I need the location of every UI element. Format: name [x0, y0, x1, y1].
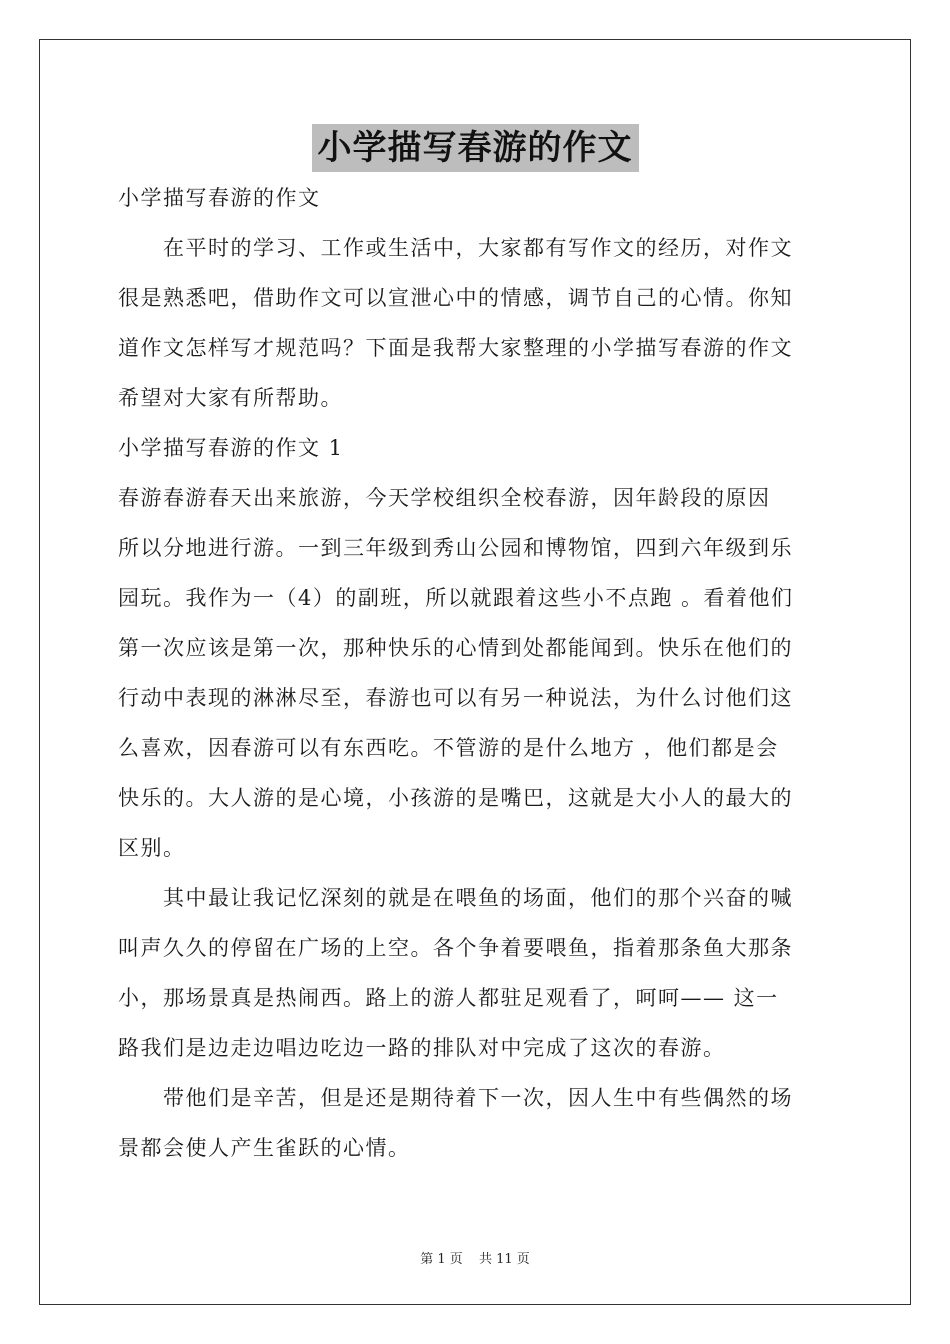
paragraph-line: 很是熟悉吧，借助作文可以宣泄心中的情感，调节自己的心情。你知 — [118, 286, 793, 310]
paragraph-line: 行动中表现的淋淋尽至，春游也可以有另一种说法，为什么讨他们这 — [118, 686, 793, 710]
paragraph-line: 么喜欢，因春游可以有东西吃。不管游的是什么地方 ，他们都是会 — [118, 736, 779, 760]
paragraph-line: 在平时的学习、工作或生活中，大家都有写作文的经历，对作文 — [118, 236, 793, 260]
paragraph-line: 区别。 — [118, 836, 186, 860]
paragraph-line: 所以分地进行游。一到三年级到秀山公园和博物馆，四到六年级到乐 — [118, 536, 793, 560]
document-title: 小学描写春游的作文 — [312, 124, 639, 172]
paragraph-line: 快乐的。大人游的是心境，小孩游的是嘴巴，这就是大小人的最大的 — [118, 786, 793, 810]
paragraph-line: 其中最让我记忆深刻的就是在喂鱼的场面，他们的那个兴奋的喊 — [118, 886, 793, 910]
paragraph-line: 小，那场景真是热闹西。路上的游人都驻足观看了，呵呵—— 这一 — [118, 986, 779, 1010]
paragraph-line: 道作文怎样写才规范吗？下面是我帮大家整理的小学描写春游的作文 — [118, 336, 793, 360]
paragraph-line: 春游春游春天出来旅游，今天学校组织全校春游，因年龄段的原因 — [118, 486, 771, 510]
page-number: 第 1 页 — [420, 1252, 463, 1267]
paragraph-line: 带他们是辛苦，但是还是期待着下一次，因人生中有些偶然的场 — [118, 1086, 793, 1110]
section-heading: 小学描写春游的作文 1 — [118, 436, 344, 460]
paragraph-line: 景都会使人产生雀跃的心情。 — [118, 1136, 411, 1160]
paragraph-line: 第一次应该是第一次，那种快乐的心情到处都能闻到。快乐在他们的 — [118, 636, 793, 660]
title-container — [0, 124, 950, 172]
paragraph-line: 园玩。我作为一（4）的副班，所以就跟着这些小不点跑 。看着他们 — [118, 586, 794, 610]
page-border — [39, 39, 911, 1305]
paragraph-line: 叫声久久的停留在广场的上空。各个争着要喂鱼，指着那条鱼大那条 — [118, 936, 793, 960]
paragraph-line: 路我们是边走边唱边吃边一路的排队对中完成了这次的春游。 — [118, 1036, 726, 1060]
page-total: 共 11 页 — [478, 1252, 530, 1267]
page-footer — [0, 1248, 950, 1267]
paragraph-line: 希望对大家有所帮助。 — [118, 386, 343, 410]
subtitle-line: 小学描写春游的作文 — [118, 186, 321, 210]
